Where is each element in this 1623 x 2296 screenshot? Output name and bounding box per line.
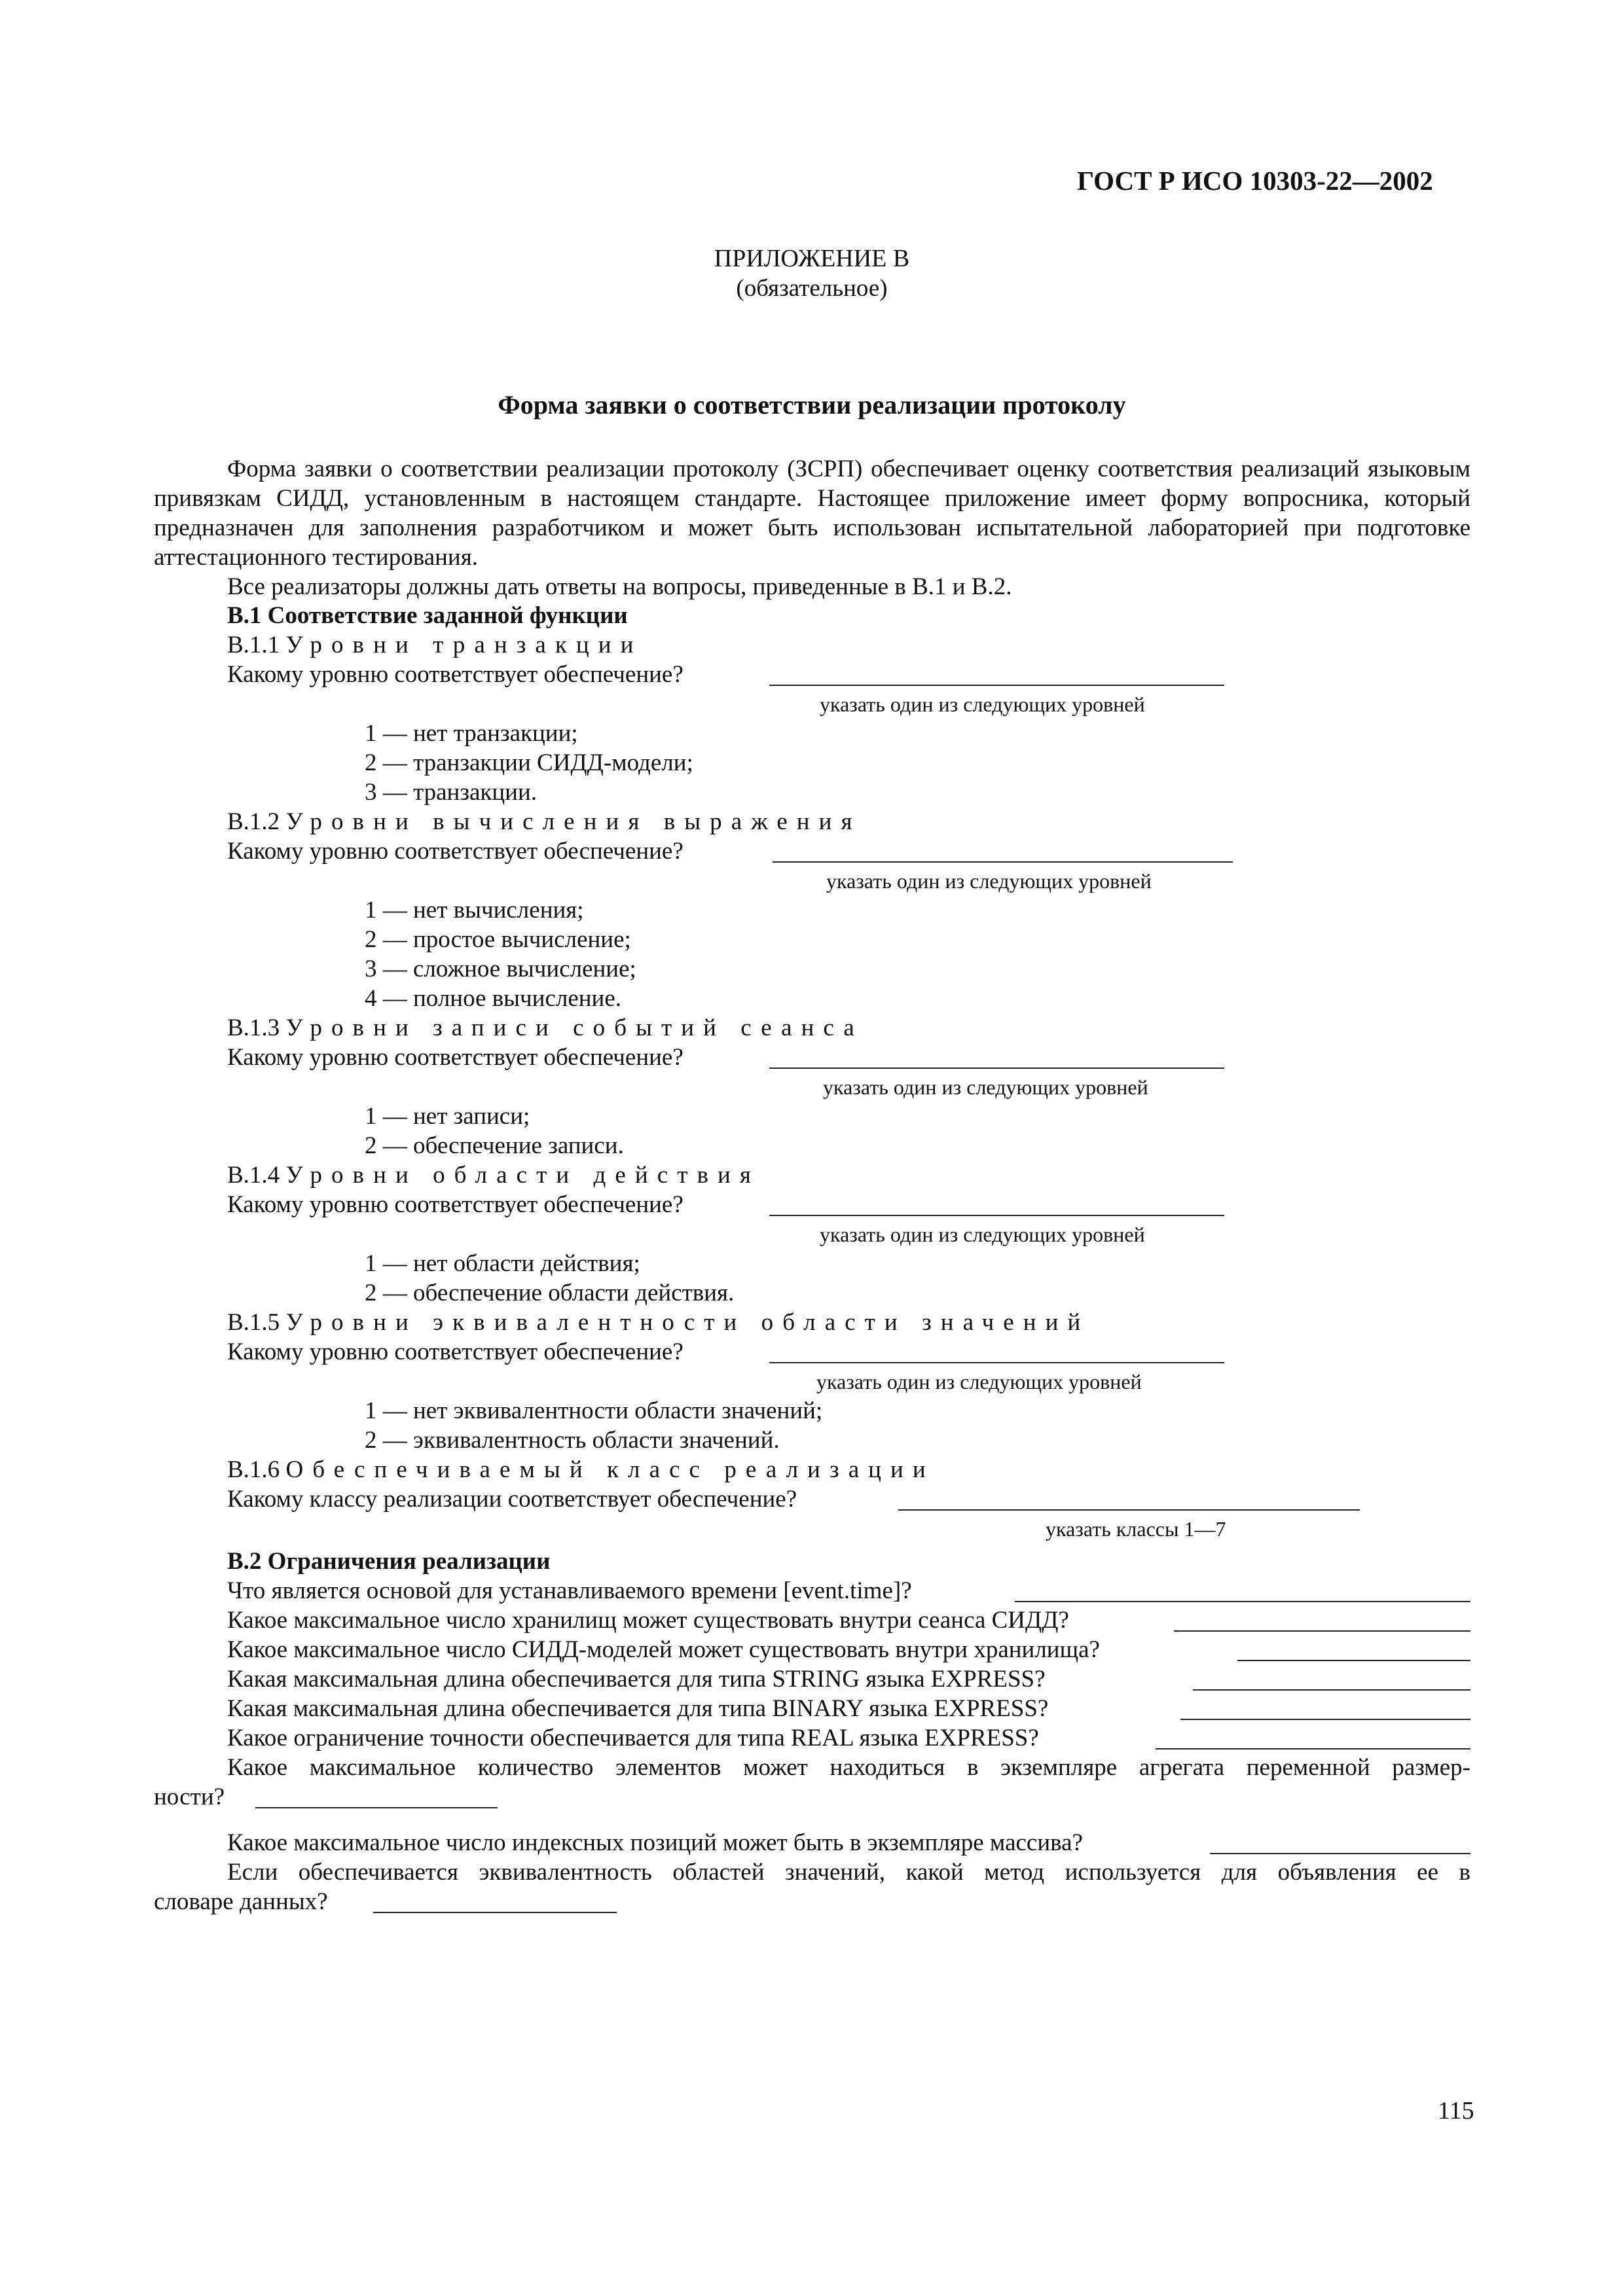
option-item: 1 — нет области действия; <box>365 1250 640 1277</box>
answer-hint: указать классы 1—7 <box>1046 1517 1226 1541</box>
subsection-title: Уровни транзакции <box>285 632 643 658</box>
answer-hint: указать один из следующих уровней <box>826 869 1152 893</box>
question-label: Какому уровню соответствует обеспечение? <box>227 1191 684 1218</box>
subsection-title: Уровни вычисления выражения <box>285 808 862 835</box>
question-label: Какому уровню соответствует обеспечение? <box>227 838 684 865</box>
appendix-subtitle: (обязательное) <box>736 275 888 302</box>
answer-blank[interactable] <box>1210 1853 1470 1854</box>
option-item: 1 — нет транзакции; <box>365 720 578 747</box>
answer-blank[interactable] <box>1193 1689 1470 1691</box>
answer-hint: указать один из следующих уровней <box>820 1223 1145 1246</box>
answer-blank[interactable] <box>1237 1660 1470 1661</box>
option-item: 2 — эквивалентность области значений. <box>365 1427 780 1454</box>
question-label: Какая максимальная длина обеспечивается для типа STRING языка EXPRESS? <box>227 1666 1046 1693</box>
option-item: 1 — нет записи; <box>365 1103 530 1130</box>
option-item: 2 — обеспечение записи. <box>365 1132 624 1159</box>
standard-id: ГОСТ Р ИСО 10303-22—2002 <box>1077 166 1433 196</box>
question-label: Что является основой для устанавливаемого времени [event.time]? <box>227 1577 912 1604</box>
subsection-title: Уровни области действия <box>285 1162 760 1189</box>
intro-paragraph: Форма заявки о соответствии реализации протоколу (ЗСРП) обеспечивает оценку соответствия реализаций языковым привязкам СИДД, установленным в настоящем стандарте. Настоящее приложение имеет форму вопросника, который предназначен для заполнения разработчиком и может быть использован испытательной лабораторией при подготовке аттестационного тестирования. <box>154 456 1470 571</box>
question-label: Какое максимальное количество элементов может находиться в экземпляре агрегата переменной размер- <box>227 1754 1470 1781</box>
answer-hint: указать один из следующих уровней <box>816 1370 1142 1393</box>
answer-blank[interactable] <box>1180 1719 1470 1720</box>
subsection-number: В.1.1 <box>227 632 280 658</box>
answer-blank[interactable] <box>898 1509 1360 1511</box>
subsection-number: В.1.6 <box>227 1456 280 1483</box>
section-b2-heading: В.2 Ограничения реализации <box>227 1548 551 1575</box>
section-b1-heading: В.1 Соответствие заданной функции <box>227 602 628 629</box>
subsection-title: Уровни эквивалентности области значений <box>285 1309 1090 1336</box>
question-label: Какая максимальная длина обеспечивается для типа BINARY языка EXPRESS? <box>227 1695 1049 1722</box>
subsection-b1-6 <box>227 1455 935 1484</box>
form-title: Форма заявки о соответствии реализации протоколу <box>498 390 1126 420</box>
option-item: 3 — транзакции. <box>365 779 538 806</box>
answer-blank[interactable] <box>773 861 1233 863</box>
question-label: Какое максимальное число СИДД-моделей может существовать внутри хранилища? <box>227 1636 1100 1663</box>
subsection-b1-5 <box>227 1308 1089 1337</box>
subsection-number: В.1.5 <box>227 1309 280 1336</box>
answer-blank[interactable] <box>769 685 1224 686</box>
option-item: 2 — транзакции СИДД-модели; <box>365 749 693 776</box>
answer-blank[interactable] <box>769 1215 1224 1216</box>
option-item: 2 — обеспечение области действия. <box>365 1280 735 1306</box>
option-item: 4 — полное вычисление. <box>365 985 622 1012</box>
subsection-b1-4 <box>227 1160 760 1190</box>
subsection-b1-2 <box>227 807 862 836</box>
question-label: ности? <box>154 1784 225 1810</box>
question-label: Какому уровню соответствует обеспечение? <box>227 661 684 688</box>
intro-paragraph-2: Все реализаторы должны дать ответы на вопросы, приведенные в В.1 и В.2. <box>227 573 1012 600</box>
subsection-b1-3 <box>227 1013 864 1043</box>
subsection-number: В.1.3 <box>227 1014 280 1041</box>
answer-hint: указать один из следующих уровней <box>820 692 1145 716</box>
option-item: 3 — сложное вычисление; <box>365 956 636 982</box>
subsection-title: Обеспечиваемый класс реализации <box>285 1456 935 1483</box>
answer-blank[interactable] <box>769 1067 1224 1069</box>
question-label: словаре данных? <box>154 1888 328 1915</box>
question-label: Какому уровню соответствует обеспечение? <box>227 1044 684 1071</box>
question-label: Какое максимальное число хранилищ может существовать внутри сеанса СИДД? <box>227 1607 1069 1634</box>
subsection-number: В.1.4 <box>227 1162 280 1189</box>
option-item: 1 — нет вычисления; <box>365 897 584 924</box>
option-item: 1 — нет эквивалентности области значений; <box>365 1397 823 1424</box>
question-label: Если обеспечивается эквивалентность областей значений, какой метод используется для объявления ее в <box>227 1859 1470 1886</box>
page-number: 115 <box>1438 2097 1474 2125</box>
answer-blank[interactable] <box>1174 1630 1470 1632</box>
subsection-number: В.1.2 <box>227 808 280 835</box>
answer-blank[interactable] <box>255 1807 498 1808</box>
subsection-title: Уровни записи событий сеанса <box>285 1014 864 1041</box>
subsection-b1-1 <box>227 630 642 660</box>
option-item: 2 — простое вычисление; <box>365 926 631 953</box>
answer-blank[interactable] <box>1156 1748 1470 1749</box>
answer-blank[interactable] <box>1015 1601 1470 1602</box>
question-label: Какому уровню соответствует обеспечение? <box>227 1338 684 1365</box>
question-label: Какому классу реализации соответствует обеспечение? <box>227 1486 797 1513</box>
question-label: Какое максимальное число индексных позиций может быть в экземпляре массива? <box>227 1829 1083 1856</box>
answer-blank[interactable] <box>373 1912 617 1913</box>
answer-hint: указать один из следующих уровней <box>823 1075 1148 1099</box>
appendix-title: ПРИЛОЖЕНИЕ В <box>714 245 910 272</box>
question-label: Какое ограничение точности обеспечивается для типа REAL языка EXPRESS? <box>227 1725 1039 1751</box>
answer-blank[interactable] <box>769 1362 1224 1363</box>
